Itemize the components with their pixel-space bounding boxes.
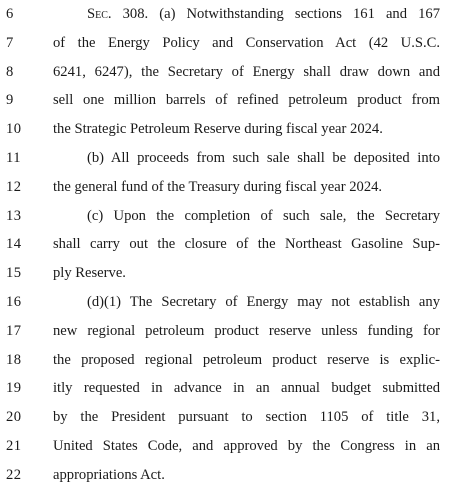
text-line [0, 58, 460, 87]
line-text [87, 144, 440, 173]
line-number: 21 [6, 438, 22, 454]
line-text [87, 288, 440, 317]
line-text [87, 202, 440, 231]
text-line [0, 403, 460, 432]
line-text [53, 317, 440, 346]
line-text [53, 58, 440, 87]
text-line [0, 346, 460, 375]
text-segment: (c) Upon the completion of such sale, the Secretary [87, 207, 440, 224]
text-segment: by the President pursuant to section 1105 of title 31, [53, 409, 440, 426]
text-line [0, 29, 460, 58]
line-number: 22 [6, 466, 22, 483]
line-text [53, 461, 440, 490]
line-text [53, 230, 440, 259]
line-number: 13 [6, 207, 22, 224]
text-segment: 308. (a) Notwithstanding sections 161 and 167 [111, 6, 440, 22]
text-segment: sell one million barrels of refined petroleum product from [53, 92, 440, 109]
line-number: 17 [6, 322, 22, 339]
text-segment: new regional petroleum product reserve unless funding for [53, 322, 440, 339]
text-segment: appropriations Act. [53, 466, 165, 483]
line-number: 10 [6, 121, 22, 138]
section-label: Sec. [87, 6, 112, 22]
line-text [53, 346, 440, 375]
text-segment: of the Energy Policy and Conservation Act (42 U.S.C. [53, 34, 440, 51]
text-line [0, 144, 460, 173]
text-line [0, 259, 460, 288]
text-line [0, 86, 460, 115]
line-number: 16 [6, 294, 22, 310]
text-line [0, 374, 460, 403]
line-number: 7 [6, 34, 14, 51]
line-number: 14 [6, 236, 22, 253]
text-segment: the general fund of the Treasury during fiscal year 2024. [53, 178, 383, 195]
text-line [0, 432, 460, 461]
line-text [53, 259, 440, 288]
text-segment: the proposed regional petroleum product reserve is explic- [53, 351, 440, 368]
text-segment: 6241, 6247), the Secretary of Energy shall draw down and [53, 63, 440, 80]
text-segment: itly requested in advance in an annual budget submitted [53, 380, 440, 397]
text-segment: United States Code, and approved by the Congress in an [53, 438, 440, 454]
line-text [53, 86, 440, 115]
line-text [53, 403, 440, 432]
line-number: 12 [6, 178, 22, 195]
line-text [53, 29, 440, 58]
text-segment: (d)(1) The Secretary of Energy may not establish any [87, 294, 440, 310]
line-number: 15 [6, 265, 22, 282]
text-segment: shall carry out the closure of the Northeast Gasoline Sup- [53, 236, 440, 253]
line-number: 18 [6, 351, 22, 368]
line-number: 20 [6, 409, 22, 426]
line-number: 11 [6, 150, 22, 166]
line-text [87, 0, 440, 29]
text-line [0, 230, 460, 259]
line-number: 8 [6, 63, 14, 80]
line-text [53, 173, 440, 202]
line-number: 6 [6, 6, 14, 22]
line-number: 9 [6, 92, 14, 109]
text-segment: (b) All proceeds from such sale shall be deposited into [87, 150, 440, 166]
line-number: 19 [6, 380, 22, 397]
text-line [0, 173, 460, 202]
text-segment: the Strategic Petroleum Reserve during fiscal year 2024. [53, 121, 383, 138]
text-line [0, 461, 460, 490]
text-line [0, 202, 460, 231]
text-segment: ply Reserve. [53, 265, 126, 282]
line-text [53, 432, 440, 461]
text-line [0, 317, 460, 346]
text-line [0, 288, 460, 317]
text-line [0, 115, 460, 144]
line-text [53, 115, 440, 144]
text-line [0, 0, 460, 29]
line-text [53, 374, 440, 403]
